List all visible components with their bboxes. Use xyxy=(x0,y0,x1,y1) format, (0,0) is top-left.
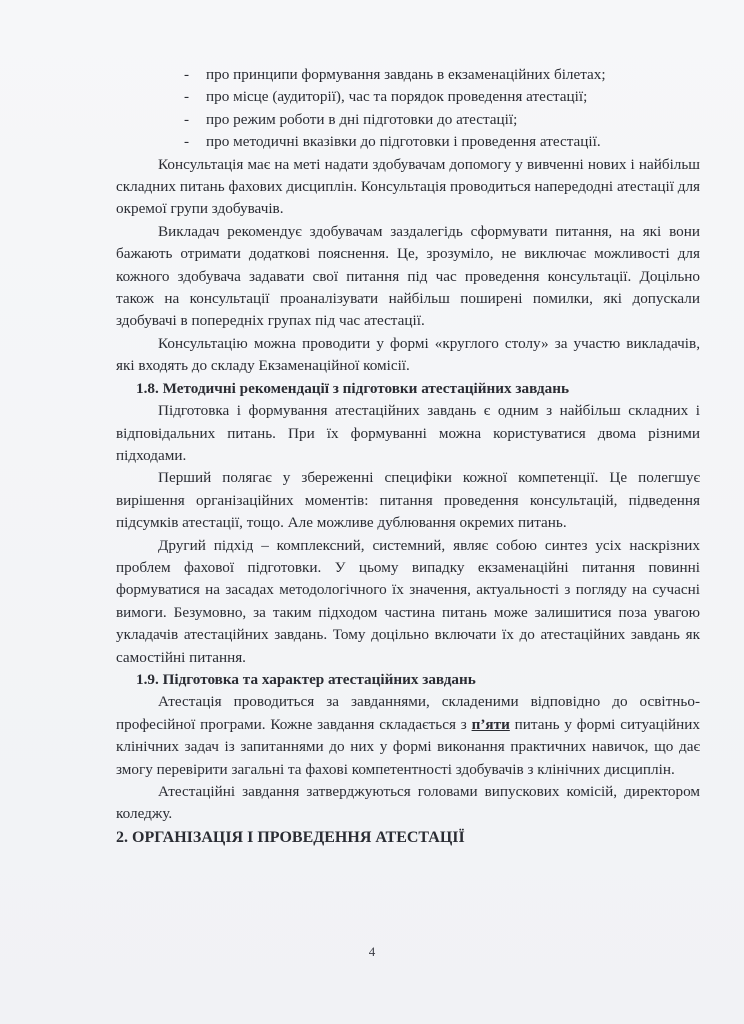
bullet-list xyxy=(116,64,700,154)
list-item xyxy=(116,131,700,153)
second-approach-paragraph: Другий підхід – комплексний, системний, являє собою синтез усіх наскрізних проблем фахової підготовки. У цьому випадку екзаменаційні питання повинні формуватися на засадах методологічного їх значення, актуальності з погляду на сучасні вимоги. Безумовно, за таким підходом частина питань може залишитися поза увагою укладачів атестаційних завдань. Тому доцільно включати їх до атестаційних завдань як самостійні питання. xyxy=(116,536,700,666)
first-approach-paragraph: Перший полягає у збереженні специфіки кожної компетенції. Це полегшує вирішення організаційних моментів: питання проведення консультацій, підведення підсумків атестації, тощо. Але можливе дублювання окремих питань. xyxy=(116,469,700,532)
bullet-dash: - xyxy=(184,66,190,83)
page-content xyxy=(116,64,700,850)
round-table-paragraph: Консультацію можна проводити у формі «круглого столу» за участю викладачів, які входять до складу Екзаменаційної комісії. xyxy=(116,334,700,375)
list-item xyxy=(116,64,700,86)
paragraph-text: Атестація проводиться за завданнями, складеними відповідно до освітньо-професійної програми. Кожне завдання складається з xyxy=(116,693,700,733)
teacher-recommendation-paragraph: Викладач рекомендує здобувачам заздалегідь сформувати питання, на які вони бажають отримати додаткові пояснення. Це, зрозуміло, не виключає можливості для кожного здобувача задавати свої питання під час проведення консультації. Доцільно також на консультації проаналізувати найбільш поширені помилки, які допускали здобувачі в попередніх групах під час атестації. xyxy=(116,222,700,330)
section-1-8-heading: 1.8. Методичні рекомендації з підготовки атестаційних завдань xyxy=(136,379,569,397)
bullet-dash: - xyxy=(184,110,190,128)
chapter-2-heading: 2. ОРГАНІЗАЦІЯ І ПРОВЕДЕННЯ АТЕСТАЦІЇ xyxy=(116,828,465,846)
emphasized-count: п’яти xyxy=(471,715,510,733)
bullet-dash: - xyxy=(184,133,190,151)
page-number: 4 xyxy=(368,944,376,959)
bullet-text: про режим роботи в дні підготовки до атестації; xyxy=(206,110,518,128)
list-item xyxy=(116,86,700,108)
attestation-tasks-paragraph xyxy=(116,691,700,781)
section-1-9-heading: 1.9. Підготовка та характер атестаційних завдань xyxy=(136,670,476,688)
list-item xyxy=(116,109,700,131)
task-preparation-paragraph: Підготовка і формування атестаційних завдань є одним з найбільш складних і відповідальних питань. При їх формуванні можна користуватися двома різними підходами. xyxy=(116,402,700,464)
bullet-text: про місце (аудиторії), час та порядок проведення атестації; xyxy=(206,88,588,106)
approval-paragraph: Атестаційні завдання затверджуються головами випускових комісій, директором коледжу. xyxy=(116,783,700,823)
bullet-dash: - xyxy=(184,88,190,106)
bullet-text: про принципи формування завдань в екзаменаційних білетах; xyxy=(206,66,606,83)
bullet-text: про методичні вказівки до підготовки і проведення атестації. xyxy=(206,133,601,151)
paragraph-text: питань у формі ситуаційних клінічних задач із запитаннями до них у формі виконання практичних навичок, що дає змогу перевірити загальні та фахові компетентності здобувачів з клінічних дисциплін. xyxy=(116,715,700,778)
consultation-paragraph: Консультація має на меті надати здобувачам допомогу у вивченні нових і найбільш складних питань фахових дисциплін. Консультація проводиться напередодні атестації для окремої групи здобувачів. xyxy=(116,155,701,218)
